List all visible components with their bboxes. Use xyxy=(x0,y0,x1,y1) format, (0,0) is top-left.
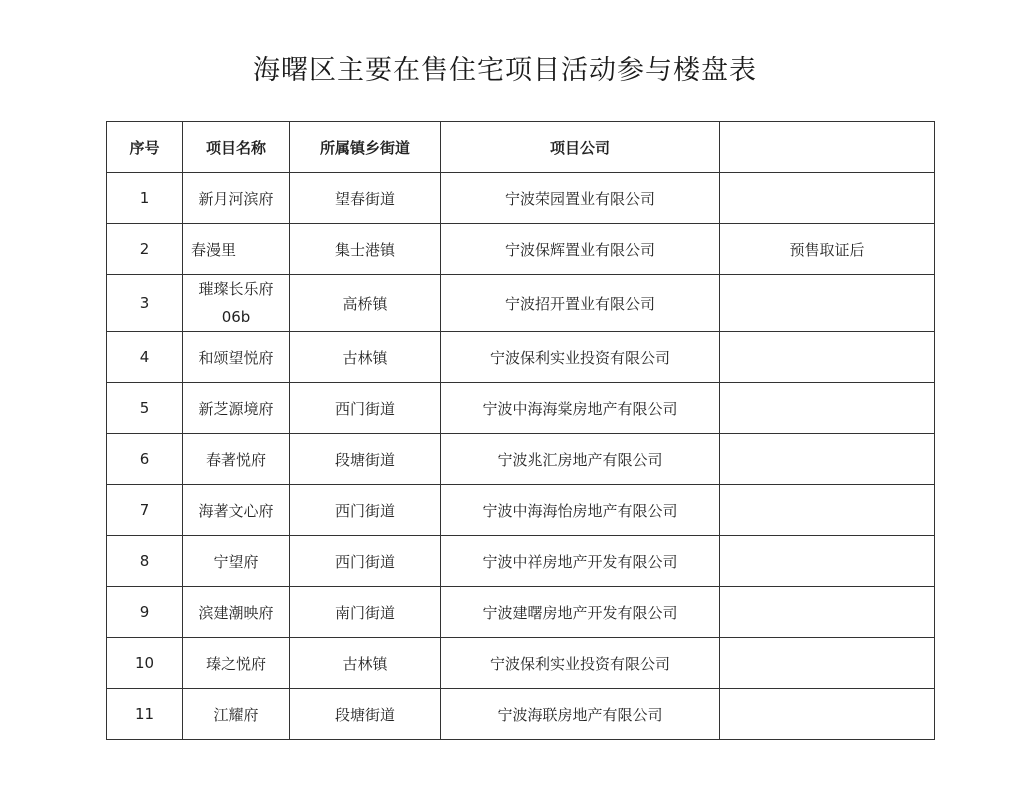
cell-street: 段塘街道 xyxy=(290,434,441,485)
project-table xyxy=(106,121,935,740)
table-row xyxy=(107,383,935,434)
cell-name: 江耀府 xyxy=(183,689,290,740)
cell-note-empty xyxy=(720,383,935,434)
cell-company: 宁波中祥房地产开发有限公司 xyxy=(441,536,720,587)
cell-no: 4 xyxy=(107,332,183,383)
cell-street: 高桥镇 xyxy=(290,275,441,332)
header-street: 所属镇乡街道 xyxy=(290,122,441,173)
cell-street: 望春街道 xyxy=(290,173,441,224)
cell-no: 2 xyxy=(107,224,183,275)
header-company: 项目公司 xyxy=(441,122,720,173)
cell-note-empty xyxy=(720,689,935,740)
cell-street: 古林镇 xyxy=(290,638,441,689)
cell-note-empty xyxy=(720,275,935,332)
cell-note-empty xyxy=(720,434,935,485)
cell-name: 瑧之悦府 xyxy=(183,638,290,689)
header-note xyxy=(720,122,935,173)
cell-name: 宁望府 xyxy=(183,536,290,587)
cell-street: 西门街道 xyxy=(290,383,441,434)
cell-name: 新芝源境府 xyxy=(183,383,290,434)
cell-note-empty xyxy=(720,587,935,638)
table-row xyxy=(107,275,935,332)
cell-company: 宁波兆汇房地产有限公司 xyxy=(441,434,720,485)
cell-company: 宁波建曙房地产开发有限公司 xyxy=(441,587,720,638)
cell-name: 春漫里 xyxy=(183,224,290,275)
table-row xyxy=(107,485,935,536)
table-header-row xyxy=(107,122,935,173)
header-no: 序号 xyxy=(107,122,183,173)
cell-no: 11 xyxy=(107,689,183,740)
cell-name: 和颂望悦府 xyxy=(183,332,290,383)
cell-company: 宁波中海海棠房地产有限公司 xyxy=(441,383,720,434)
cell-no: 10 xyxy=(107,638,183,689)
table-row xyxy=(107,587,935,638)
cell-name: 海著文心府 xyxy=(183,485,290,536)
cell-company: 宁波海联房地产有限公司 xyxy=(441,689,720,740)
cell-name: 璀璨长乐府06b xyxy=(183,275,290,332)
page-title: 海曙区主要在售住宅项目活动参与楼盘表 xyxy=(253,55,757,86)
cell-no: 9 xyxy=(107,587,183,638)
cell-street: 集士港镇 xyxy=(290,224,441,275)
cell-note-empty xyxy=(720,485,935,536)
cell-no: 7 xyxy=(107,485,183,536)
cell-name: 新月河滨府 xyxy=(183,173,290,224)
cell-street: 西门街道 xyxy=(290,485,441,536)
cell-company: 宁波荣园置业有限公司 xyxy=(441,173,720,224)
presale-note: 预售取证后 xyxy=(720,224,935,275)
table-row xyxy=(107,224,935,275)
table-row xyxy=(107,332,935,383)
cell-company: 宁波保辉置业有限公司 xyxy=(441,224,720,275)
cell-note-empty xyxy=(720,536,935,587)
table-row xyxy=(107,434,935,485)
cell-company: 宁波保利实业投资有限公司 xyxy=(441,638,720,689)
cell-no: 3 xyxy=(107,275,183,332)
table-row xyxy=(107,689,935,740)
cell-street: 南门街道 xyxy=(290,587,441,638)
table-row xyxy=(107,638,935,689)
cell-note-empty xyxy=(720,173,935,224)
cell-note-empty xyxy=(720,638,935,689)
cell-no: 8 xyxy=(107,536,183,587)
table-row xyxy=(107,536,935,587)
cell-company: 宁波保利实业投资有限公司 xyxy=(441,332,720,383)
cell-name: 春著悦府 xyxy=(183,434,290,485)
cell-name: 滨建潮映府 xyxy=(183,587,290,638)
cell-company: 宁波招开置业有限公司 xyxy=(441,275,720,332)
cell-no: 6 xyxy=(107,434,183,485)
table-row xyxy=(107,173,935,224)
cell-no: 1 xyxy=(107,173,183,224)
cell-street: 古林镇 xyxy=(290,332,441,383)
cell-street: 西门街道 xyxy=(290,536,441,587)
header-name: 项目名称 xyxy=(183,122,290,173)
cell-company: 宁波中海海怡房地产有限公司 xyxy=(441,485,720,536)
cell-no: 5 xyxy=(107,383,183,434)
cell-street: 段塘街道 xyxy=(290,689,441,740)
cell-note-empty xyxy=(720,332,935,383)
